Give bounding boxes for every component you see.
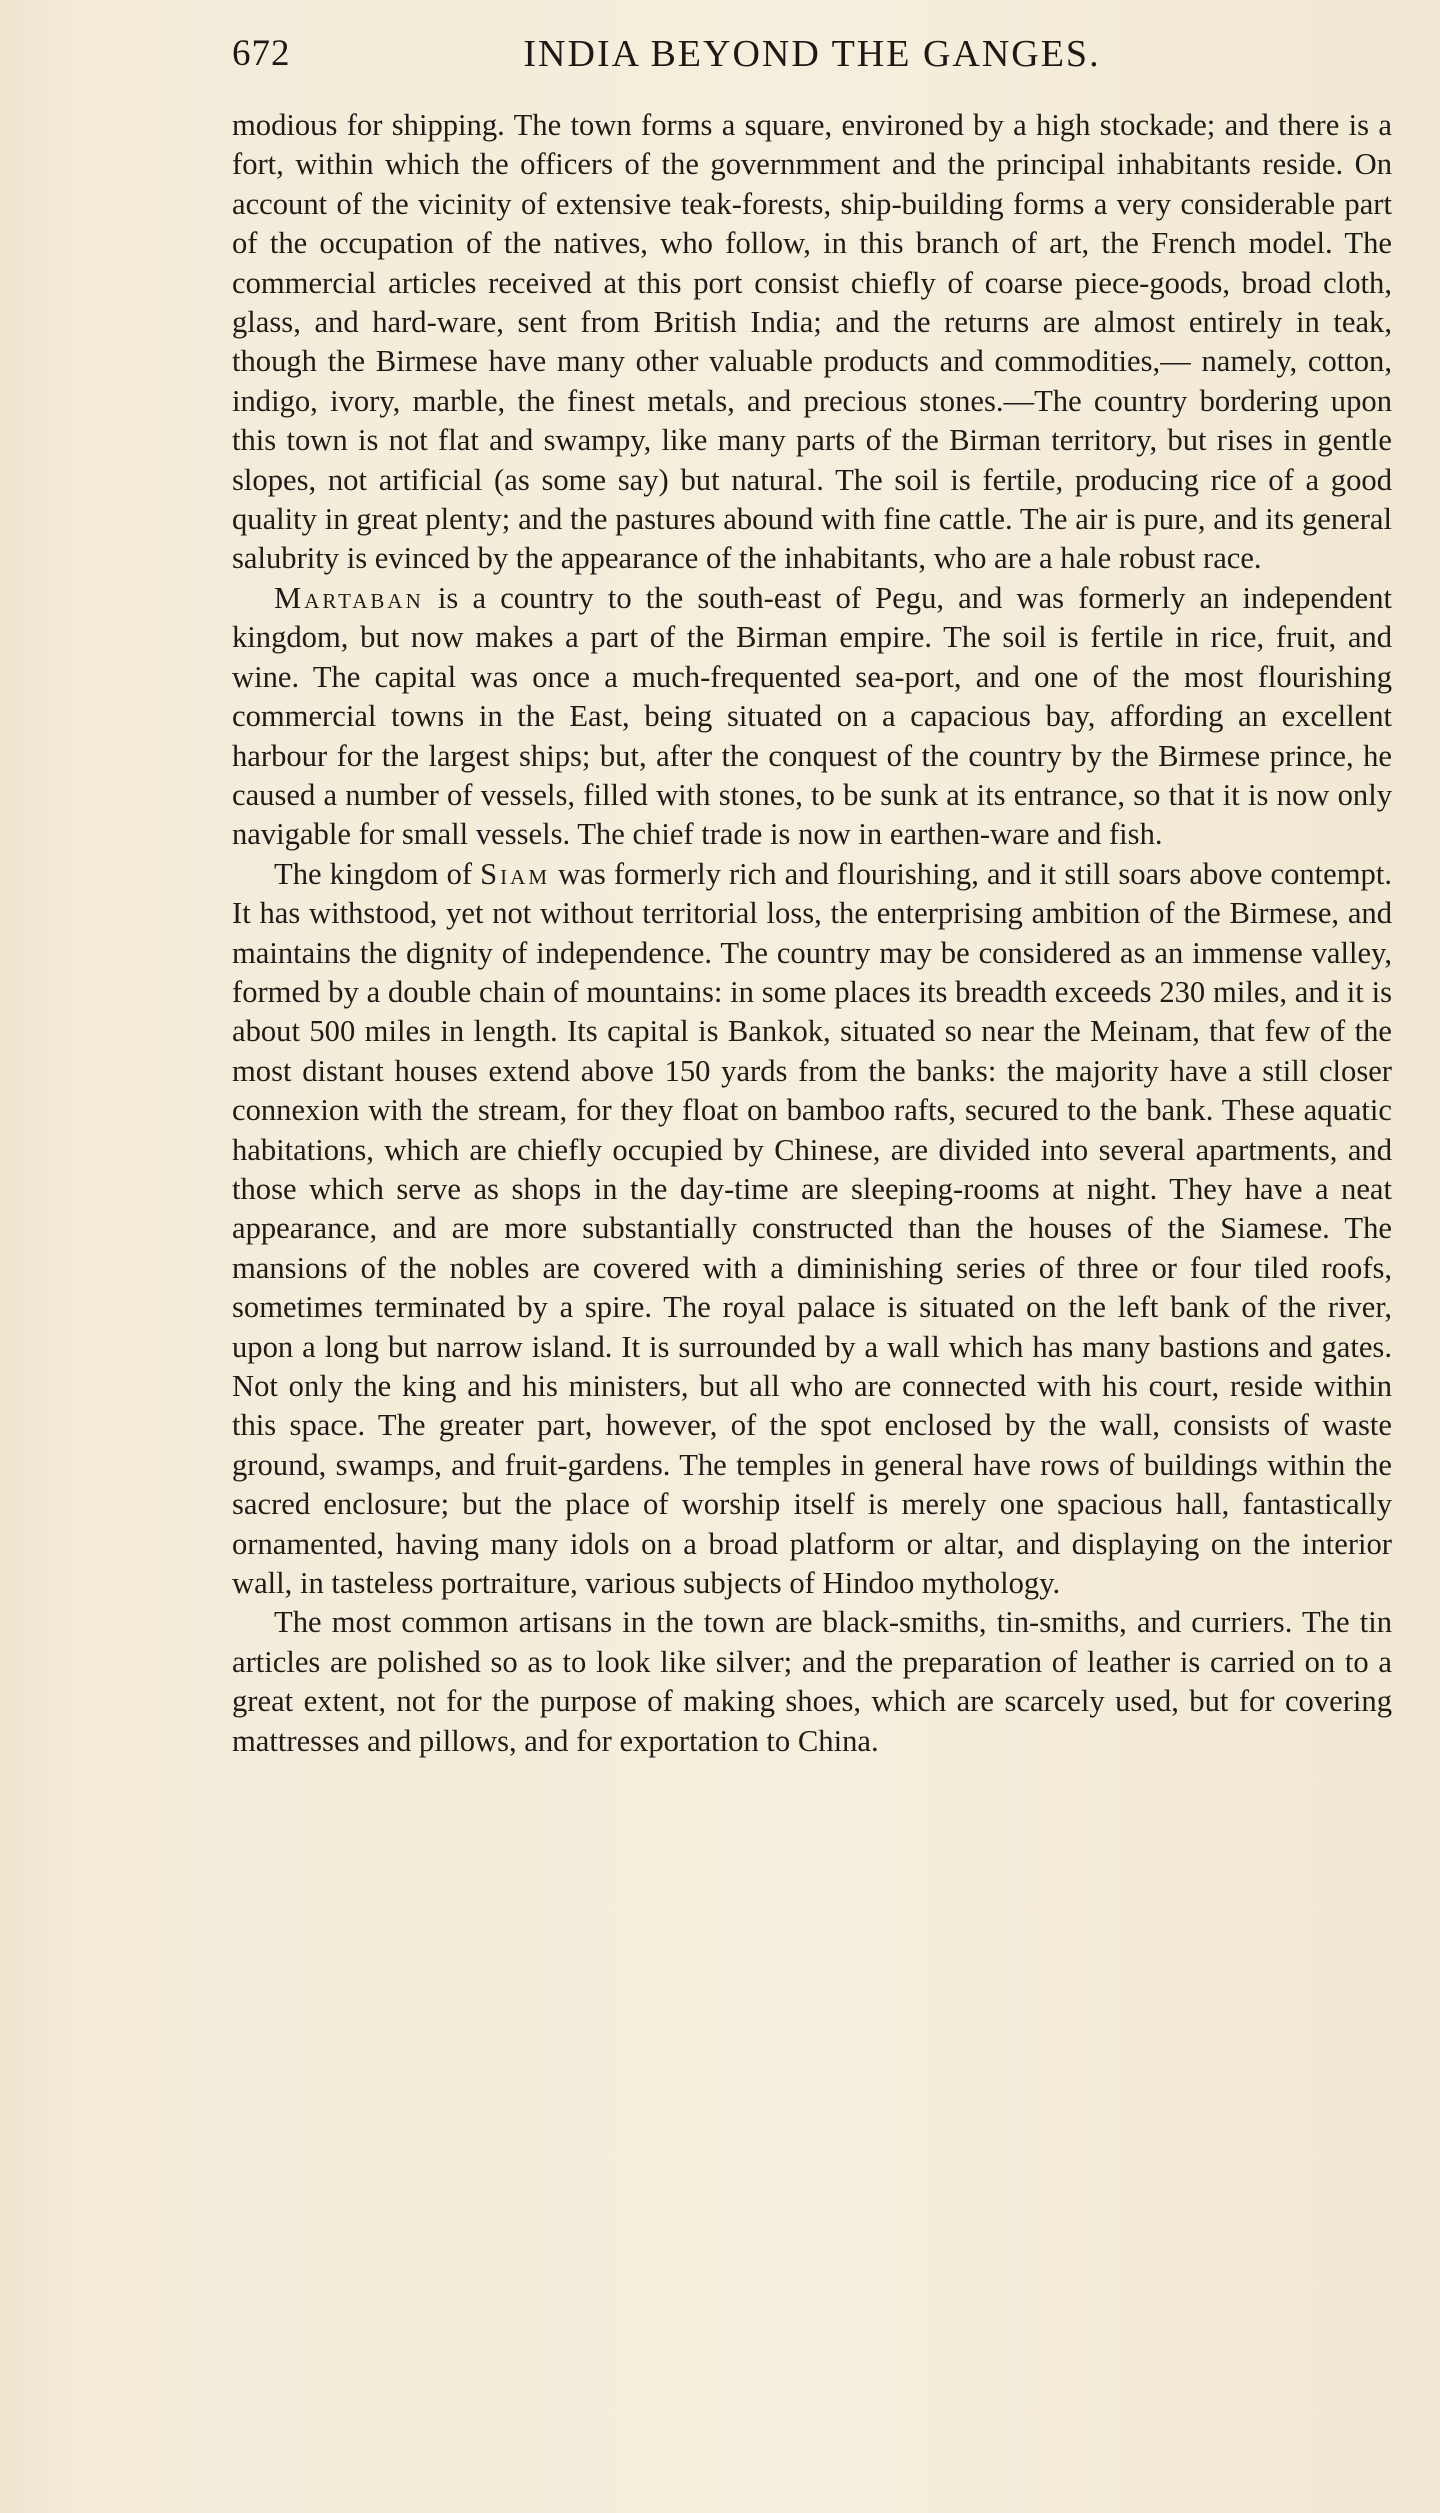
paragraph-text: modious for shipping. The town forms a square, environed by a high stockade; and there is a fort, within which the officers of the governmment and the principal inhabitants reside. On account of the vicinity of extensive teak-forests, ship-building forms a very considerable part of the occupation of the natives, who follow, in this branch of art, the French model. The commercial articles received at this port consist chiefly of coarse piece-goods, broad cloth, glass, and hard-ware, sent from British India; and the returns are almost entirely in teak, though the Birmese have many other valuable products and commodities,— namely, cotton, indigo, ivory, marble, the finest metals, and precious stones.—The country bordering upon this town is not flat and swampy, like many parts of the Birman territory, but rises in gentle slopes, not artificial (as some say) but natural. The soil is fertile, producing rice of a good quality in great plenty; and the pastures abound with fine cattle. The air is pure, and its general salubrity is evinced by the appearance of the inhabitants, who are a hale robust race.	[232, 108, 1392, 576]
page-number: 672	[232, 33, 291, 74]
paragraph-text: is a country to the south-east of Pegu, and was formerly an independent kingdom, but now makes a part of the Birman empire. The soil is fertile in rice, fruit, and wine. The capital was once a much-frequented sea-port, and one of the most flourishing commercial towns in the East, being situated on a capacious bay, affording an excellent harbour for the largest ships; but, after the conquest of the country by the Birmese prince, he caused a number of vessels, filled with stones, to be sunk at its entrance, so that it is now only navigable for small vessels. The chief trade is now in earthen-ware and fish.	[232, 580, 1392, 852]
paragraph-prefix: The kingdom of	[274, 856, 481, 891]
running-head: INDIA BEYOND THE GANGES.	[523, 33, 1101, 75]
paragraph-siam	[232, 855, 1392, 1604]
section-term-siam: Siam	[480, 856, 551, 891]
body-text	[232, 106, 1392, 1761]
paragraph-artisans	[232, 1603, 1392, 1761]
paragraph-martaban	[232, 579, 1392, 855]
paragraph-rangoon	[232, 106, 1392, 579]
page-header	[232, 32, 1392, 92]
section-term-martaban: Martaban	[274, 580, 424, 615]
paragraph-text: The most common artisans in the town are black-smiths, tin-smiths, and curriers. The tin articles are polished so as to look like silver; and the preparation of leather is carried on to a great extent, not for the purpose of making shoes, which are scarcely used, but for covering mattresses and pillows, and for exportation to China.	[232, 1605, 1392, 1758]
paragraph-text: was formerly rich and flourishing, and it still soars above contempt. It has withstood, yet not without territorial loss, the enterprising ambition of the Birmese, and maintains the dignity of independence. The country may be considered as an immense valley, formed by a double chain of mountains: in some places its breadth exceeds 230 miles, and it is about 500 miles in length. Its capital is Bankok, situated so near the Meinam, that few of the most distant houses extend above 150 yards from the banks: the majority have a still closer connexion with the stream, for they float on bamboo rafts, secured to the bank. These aquatic habitations, which are chiefly occupied by Chinese, are divided into several apartments, and those which serve as shops in the day-time are sleeping-rooms at night. They have a neat appearance, and are more substantially constructed than the houses of the Siamese. The mansions of the nobles are covered with a diminishing series of three or four tiled roofs, sometimes terminated by a spire. The royal palace is situated on the left bank of the river, upon a long but narrow island. It is surrounded by a wall which has many bastions and gates. Not only the king and his ministers, but all who are connected with his court, reside within this space. The greater part, however, of the spot enclosed by the wall, consists of waste ground, swamps, and fruit-gardens. The temples in general have rows of buildings within the sacred enclosure; but the place of worship itself is merely one spacious hall, fantastically ornamented, having many idols on a broad platform or altar, and displaying on the interior wall, in tasteless portraiture, various subjects of Hindoo mythology.	[232, 856, 1392, 1601]
